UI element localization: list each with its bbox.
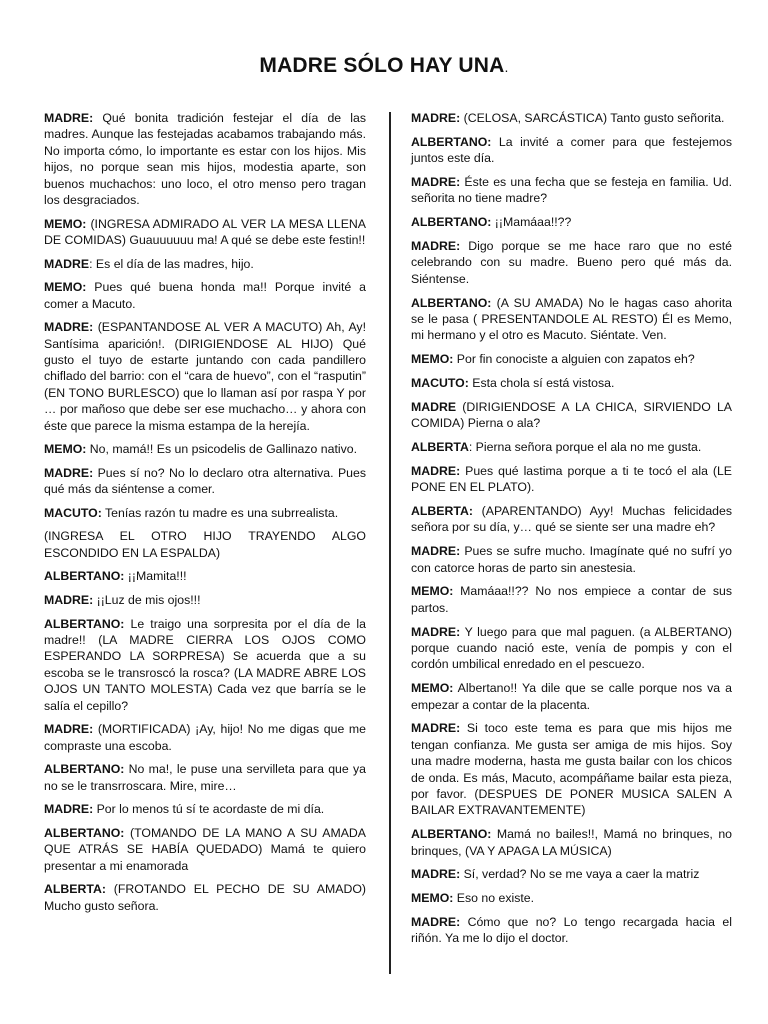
dialogue-text: (DIRIGIENDOSE A LA CHICA, SIRVIENDO LA COMIDA) Pierna o ala? (411, 399, 732, 431)
title-text: MADRE SÓLO HAY UNA (259, 54, 505, 77)
dialogue-paragraph (44, 505, 366, 521)
dialogue-text: Por lo menos tú sí te acordaste de mi día. (93, 802, 325, 817)
speaker-name: MADRE: (411, 175, 461, 189)
column-divider (389, 112, 391, 974)
dialogue-paragraph (411, 439, 732, 455)
speaker-name: MADRE (44, 256, 90, 271)
dialogue-paragraph (44, 279, 366, 312)
speaker-name: ALBERTANO: (411, 215, 492, 230)
dialogue-text: Le traigo una sorpresita por el día de la madre!! (LA MADRE CIERRA LOS OJOS COMO ESPERANDO LA SORPRESA) Se acuerda que a su escoba se le transroscó la rosca? (LA MADRE ABRE LOS OJOS UN TANTO MOLESTA) Cada vez que barría se le salía el cepillo? (44, 616, 366, 713)
dialogue-paragraph (411, 295, 732, 344)
dialogue-text: Mamá no bailes!!, Mamá no brinques, no brinques, (VA Y APAGA LA MÚSICA) (411, 827, 732, 858)
speaker-name: MEMO: (44, 442, 87, 457)
dialogue-paragraph (411, 174, 732, 207)
dialogue-paragraph (411, 110, 732, 126)
dialogue-paragraph (411, 720, 732, 818)
dialogue-paragraph (44, 825, 366, 874)
speaker-name: MADRE: (44, 320, 94, 335)
dialogue-paragraph (411, 583, 732, 616)
dialogue-text: ¡¡Mamáaa!!?? (491, 215, 572, 230)
dialogue-text: (FROTANDO EL PECHO DE SU AMADO) Mucho gusto señora. (44, 882, 366, 913)
dialogue-text: No ma!, le puse una servilleta para que ya no se le transrroscara. Mire, mire… (44, 762, 366, 793)
dialogue-paragraph (44, 568, 366, 584)
dialogue-paragraph (44, 110, 366, 208)
dialogue-text: Pues sí no? No lo declaro otra alternativa. Pues qué más da siéntense a comer. (44, 465, 366, 497)
dialogue-text: Digo porque se me hace raro que no esté celebrando con su madre. Bueno pero qué más da. Siéntense. (411, 239, 732, 286)
dialogue-text: (APARENTANDO) Ayy! Muchas felicidades señora por su día, y… qué se siente ser una madre eh? (411, 504, 732, 535)
dialogue-text: No, mamá!! Es un psicodelis de Gallinazo nativo. (86, 442, 358, 457)
speaker-name: MADRE: (411, 624, 461, 639)
speaker-name: ALBERTANO: (44, 616, 125, 631)
dialogue-text: (MORTIFICADA) ¡Ay, hijo! No me digas que me compraste una escoba. (44, 722, 366, 753)
dialogue-paragraph (411, 134, 732, 167)
speaker-name: MEMO: (411, 681, 454, 696)
dialogue-text: (INGRESA EL OTRO HIJO TRAYENDO ALGO ESCONDIDO EN LA ESPALDA) (44, 529, 366, 560)
dialogue-text: Qué bonita tradición festejar el día de las madres. Aunque las festejadas acabamos trabajando más. No importa cómo, lo importante es estar con los hijos. Mis hijos, no porque sean mis hijos, modestia aparte, son buenos muchachos: uno loco, el otro menso pero tragan los desgraciados. (44, 111, 366, 208)
speaker-name: ALBERTANO: (411, 827, 492, 842)
speaker-name: MADRE: (411, 111, 461, 125)
speaker-name: ALBERTA (411, 440, 469, 455)
dialogue-paragraph (44, 216, 366, 249)
dialogue-paragraph (411, 680, 732, 713)
dialogue-paragraph (44, 465, 366, 498)
dialogue-paragraph (411, 543, 732, 576)
speaker-name: MADRE: (44, 593, 94, 608)
dialogue-text: Y luego para que mal paguen. (a ALBERTANO) porque cuando nació este, venía de pompis y con el cordón umbilical enredado en el pescuezo. (411, 624, 732, 672)
speaker-name: MADRE: (44, 722, 94, 737)
speaker-name: MEMO: (411, 352, 454, 367)
speaker-name: MACUTO: (44, 505, 102, 520)
speaker-name: MADRE: (411, 867, 461, 882)
dialogue-text: Éste es una fecha que se festeja en familia. Ud. señorita no tiene madre? (411, 175, 732, 206)
dialogue-paragraph (44, 761, 366, 794)
speaker-name: MADRE: (411, 239, 461, 253)
dialogue-text: (A SU AMADA) No le hagas caso ahorita se le pasa ( PRESENTANDOLE AL RESTO) Él es Memo, mi hermano y el otro es Macuto. Siéntate. Ven. (411, 295, 732, 343)
dialogue-paragraph (411, 624, 732, 673)
speaker-name: MADRE: (411, 721, 461, 736)
dialogue-paragraph (411, 503, 732, 536)
dialogue-text: (ESPANTANDOSE AL VER A MACUTO) Ah, Ay! Santísima aparición!. (DIRIGIENDOSE AL HIJO) Qué gusto el tuyo de estarte juntando con cada pandillero chiflado del barrio: con el “cara de huevo”, con el “rasputin” (EN TONO BURLESCO) que lo llaman así por raspa Y por … por mañoso que debe ser ese muchacho… y ahora con éste que parece la misma estampa de la herejía. (44, 320, 366, 433)
dialogue-paragraph (44, 441, 366, 457)
left-column (44, 110, 366, 921)
dialogue-text: ¡¡Mamita!!! (124, 569, 187, 584)
dialogue-text: : Es el día de las madres, hijo. (89, 256, 254, 271)
dialogue-paragraph (44, 616, 366, 714)
dialogue-text: Albertano!! Ya dile que se calle porque nos va a empezar a contar de la placenta. (411, 681, 732, 712)
dialogue-paragraph (411, 463, 732, 496)
dialogue-text: Por fin conociste a alguien con zapatos eh? (453, 352, 695, 367)
speaker-name: MEMO: (44, 216, 87, 231)
dialogue-text: Esta chola sí está vistosa. (468, 376, 615, 391)
document-title (0, 54, 768, 78)
dialogue-paragraph (411, 375, 732, 391)
dialogue-text: (CELOSA, SARCÁSTICA) Tanto gusto señorita. (460, 111, 725, 125)
speaker-name: ALBERTANO: (44, 825, 125, 840)
dialogue-paragraph (411, 351, 732, 367)
speaker-name: MADRE: (411, 544, 461, 559)
dialogue-paragraph (44, 801, 366, 817)
right-column (411, 110, 732, 954)
dialogue-paragraph (44, 881, 366, 914)
dialogue-text: : Pierna señora porque el ala no me gusta. (468, 440, 702, 455)
speaker-name: ALBERTA: (44, 882, 106, 897)
dialogue-paragraph (44, 528, 366, 561)
dialogue-text: Pues qué buena honda ma!! Porque invité a comer a Macuto. (44, 280, 366, 311)
dialogue-paragraph (44, 721, 366, 754)
dialogue-paragraph (411, 890, 732, 906)
dialogue-paragraph (44, 592, 366, 608)
speaker-name: MEMO: (44, 280, 87, 295)
dialogue-paragraph (44, 256, 366, 272)
speaker-name: MACUTO: (411, 376, 469, 391)
speaker-name: ALBERTA: (411, 504, 473, 519)
dialogue-text: Si toco este tema es para que mis hijos me tengan confianza. Me gusta ser amiga de mis hijos. Soy una madre moderna, hasta me gusta bailar con los chicos de onda. Es más, Macuto, acompáñame bailar esta pieza, por favor. (DESPUES DE PONER MUSICA SALEN A BAILAR EXTRAVANTEMENTE) (411, 721, 732, 818)
speaker-name: MADRE: (44, 465, 94, 480)
dialogue-text: Pues qué lastima porque a ti te tocó el ala (LE PONE EN EL PLATO). (411, 463, 732, 495)
dialogue-text: Sí, verdad? No se me vaya a caer la matriz (460, 867, 700, 882)
speaker-name: MADRE: (44, 802, 94, 817)
dialogue-text: La invité a comer para que festejemos juntos este día. (411, 134, 732, 166)
dialogue-text: (TOMANDO DE LA MANO A SU AMADA QUE ATRÁS SE HABÍA QUEDADO) Mamá te quiero presentar a mi enamorada (44, 825, 366, 873)
speaker-name: MADRE (411, 399, 457, 414)
speaker-name: MADRE: (44, 111, 94, 125)
speaker-name: MADRE: (411, 915, 461, 930)
dialogue-text: Eso no existe. (453, 891, 535, 906)
dialogue-paragraph (411, 914, 732, 947)
speaker-name: ALBERTANO: (44, 569, 125, 584)
dialogue-paragraph (411, 399, 732, 432)
speaker-name: MEMO: (411, 584, 454, 599)
dialogue-paragraph (411, 238, 732, 287)
dialogue-paragraph (411, 826, 732, 859)
speaker-name: MADRE: (411, 463, 461, 478)
dialogue-text: Cómo que no? Lo tengo recargada hacia el riñón. Ya me lo dijo el doctor. (411, 915, 732, 946)
speaker-name: ALBERTANO: (411, 134, 492, 149)
dialogue-text: Mamáaa!!?? No nos empiece a contar de sus partos. (411, 584, 732, 615)
dialogue-paragraph (44, 319, 366, 434)
dialogue-paragraph (411, 214, 732, 230)
dialogue-text: Tenías razón tu madre es una subrrealista. (101, 505, 339, 520)
speaker-name: ALBERTANO: (411, 295, 492, 310)
speaker-name: MEMO: (411, 891, 454, 906)
dialogue-text: Pues se sufre mucho. Imagínate qué no sufrí yo con catorce horas de parto sin anestesia. (411, 544, 732, 575)
dialogue-text: (INGRESA ADMIRADO AL VER LA MESA LLENA DE COMIDAS) Guauuuuuu ma! A qué se debe este festin!! (44, 216, 366, 248)
dialogue-text: ¡¡Luz de mis ojos!!! (93, 593, 201, 608)
speaker-name: ALBERTANO: (44, 762, 125, 777)
dialogue-paragraph (411, 866, 732, 882)
title-suffix: . (504, 59, 509, 75)
